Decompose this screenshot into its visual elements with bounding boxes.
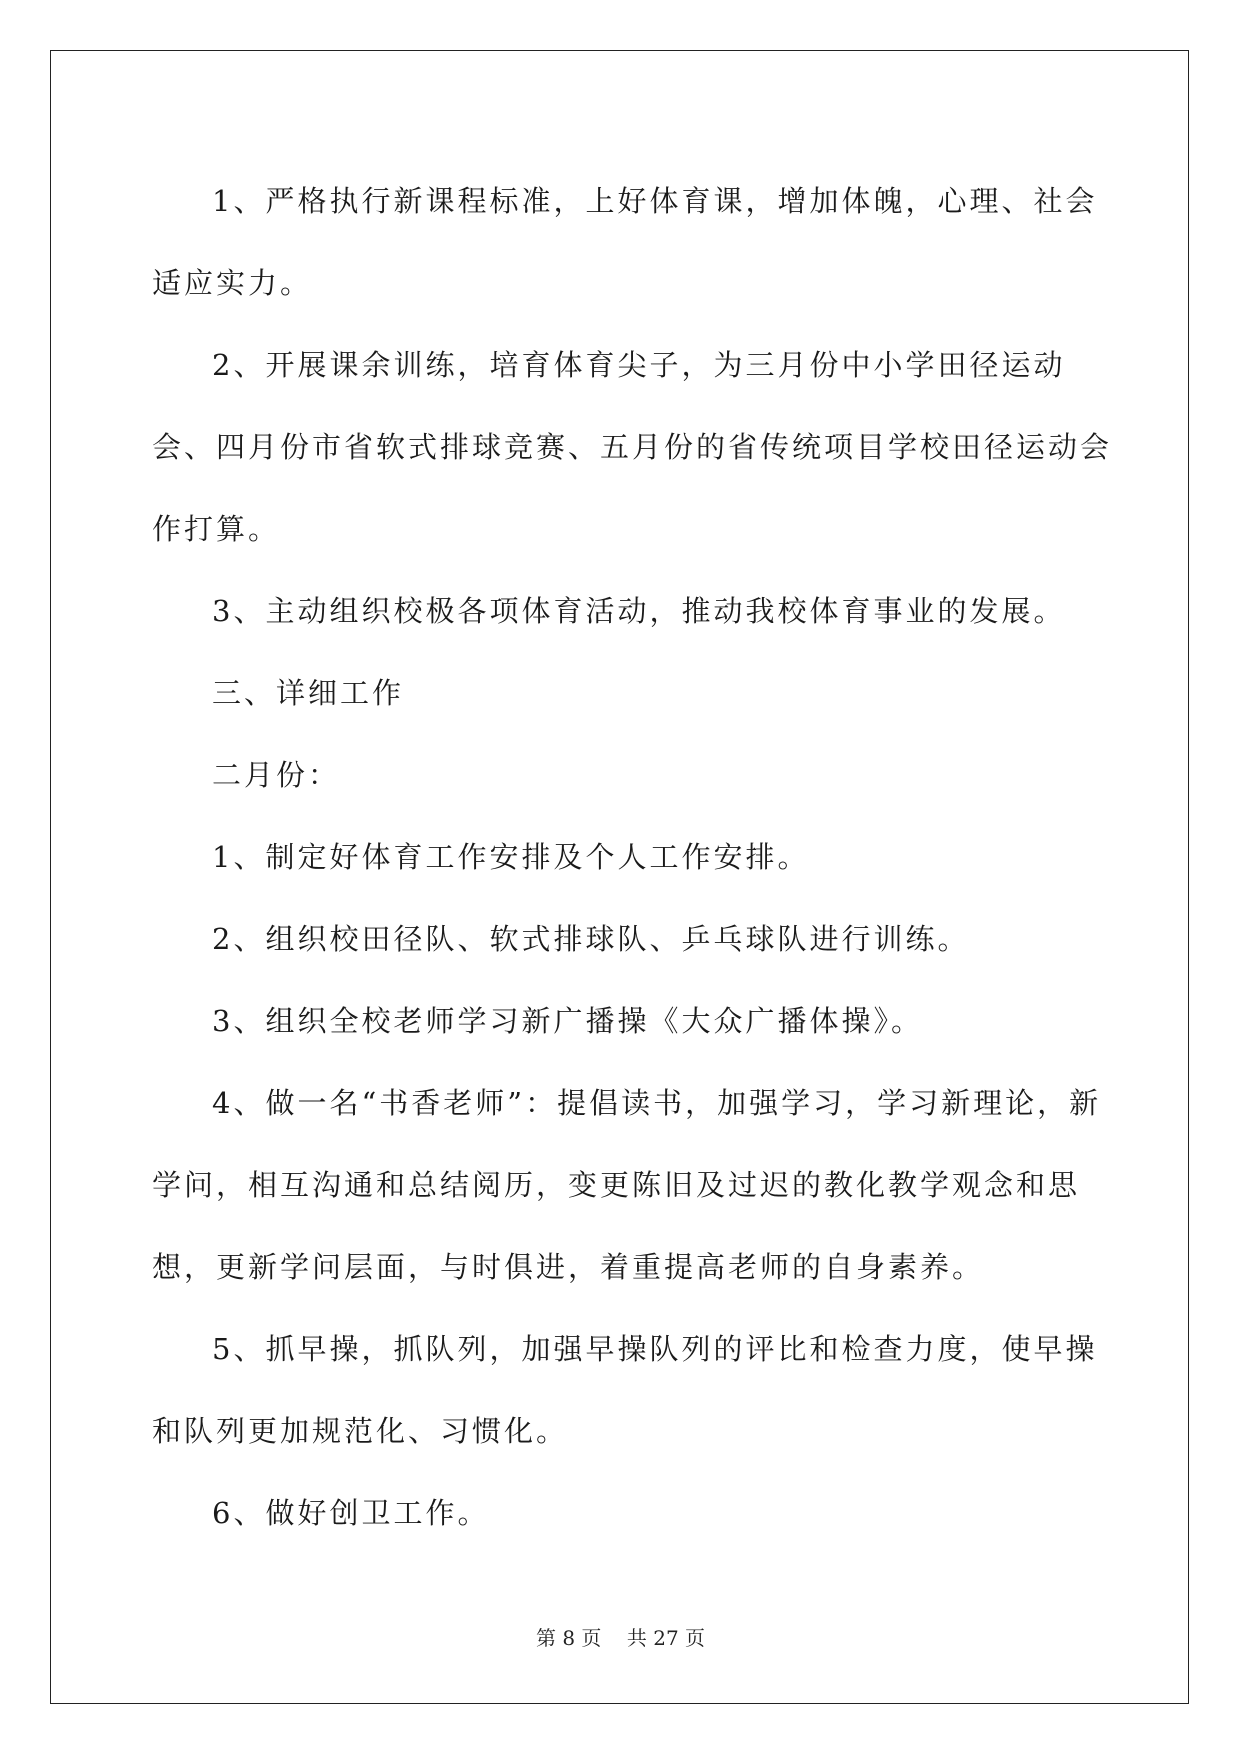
month-heading: 二月份： — [212, 758, 341, 792]
paragraph: 3、组织全校老师学习新广播操《大众广播体操》。 — [212, 1004, 923, 1038]
page-footer — [0, 1622, 1241, 1651]
section-heading: 三、详细工作 — [212, 676, 405, 710]
document-body — [152, 160, 1112, 1554]
page-total: 共 27 页 — [626, 1626, 706, 1650]
page-number: 第 8 页 — [535, 1626, 602, 1650]
paragraph: 1、制定好体育工作安排及个人工作安排。 — [212, 840, 810, 874]
paragraph: 6、做好创卫工作。 — [212, 1496, 490, 1530]
paragraph: 2、组织校田径队、软式排球队、乒乓球队进行训练。 — [212, 922, 970, 956]
paragraph: 1、严格执行新课程标准，上好体育课，增加体魄，心理、社会适应实力。 — [152, 184, 1098, 300]
paragraph: 4、做一名“书香老师”：提倡读书，加强学习，学习新理论，新学问，相互沟通和总结阅历，变更陈旧及过迟的教化教学观念和思想，更新学问层面，与时俱进，着重提高老师的自身素养。 — [152, 1086, 1102, 1284]
paragraph: 5、抓早操，抓队列，加强早操队列的评比和检查力度，使早操和队列更加规范化、习惯化。 — [152, 1332, 1098, 1448]
paragraph: 2、开展课余训练，培育体育尖子，为三月份中小学田径运动会、四月份市省软式排球竞赛、五月份的省传统项目学校田径运动会作打算。 — [152, 348, 1113, 546]
paragraph: 3、主动组织校极各项体育活动，推动我校体育事业的发展。 — [212, 594, 1066, 628]
